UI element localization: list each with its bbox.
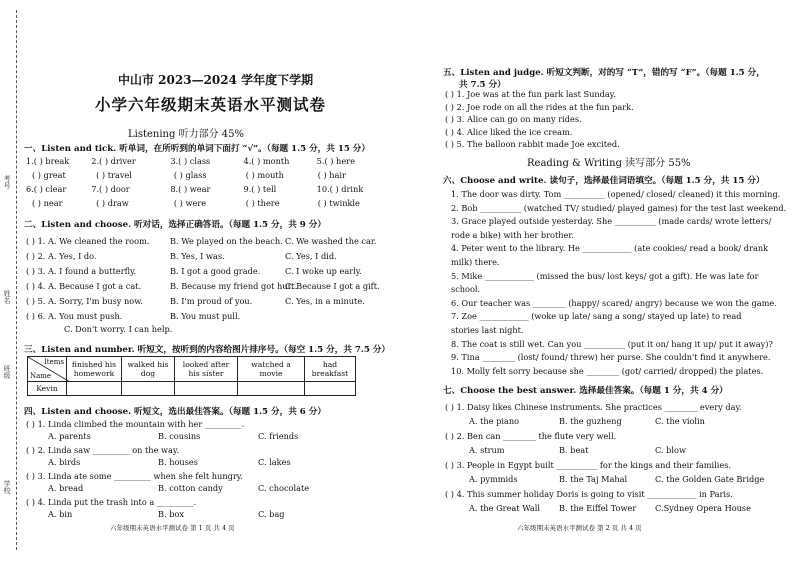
answer-cell[interactable] [67, 382, 122, 396]
option-c: C. chocolate [258, 483, 310, 493]
corner-cell [28, 357, 67, 382]
margin-label-class: 班级 [3, 365, 11, 379]
list-item: 8. The coat is still wet. Can you __________ (put it on/ hang it up/ put it away)? [451, 338, 773, 349]
question-text: ( ) 1. Linda climbed the mountain with her _________. [26, 419, 245, 429]
sec2-title: 二、Listen and choose. 听对话，选择正确答语。（每题 1.5 分，共 9 分） [24, 220, 326, 230]
options-row [26, 457, 309, 467]
column-header: walked his dog [122, 357, 175, 382]
list-item [26, 236, 380, 251]
corner-name-label: Name [30, 372, 52, 380]
option-b: B. the Eiffel Tower [559, 503, 637, 513]
option-a: A. birds [48, 457, 81, 467]
list-item: 7. Zoe ____________ (woke up late/ sang a song/ stayed up late) to read [451, 311, 742, 322]
sec5-title-cont: 共 7.5 分） [459, 80, 506, 90]
question-text: ( ) 5. A. Sorry, I'm busy now. [26, 296, 143, 306]
option-c: C. Because I got a gift. [285, 281, 380, 291]
reading-writing-title: Reading & Writing 读写部分 55% [527, 158, 691, 169]
sec6-list [451, 188, 786, 378]
option-b: B. I'm proud of you. [170, 296, 253, 306]
list-item: 5.( ) here [316, 156, 355, 166]
table-header-row [28, 357, 356, 382]
list-item: 5. Mike ____________ (missed the bus/ lost keys/ got a gift). He was late for [451, 270, 759, 281]
answer-cell[interactable] [175, 382, 238, 396]
sec1-row [26, 198, 376, 208]
option-c: C. We washed the car. [285, 236, 377, 246]
list-item: 4.( ) month [243, 156, 290, 166]
column-header: looked after his sister [175, 357, 238, 382]
option-a: A. parents [48, 431, 91, 441]
option-b: B. houses [158, 457, 198, 467]
list-item: ( ) twinkle [317, 198, 360, 208]
option-c: C. I woke up early. [285, 266, 362, 276]
list-item: 10. Molly felt sorry because she ________ (got/ carried/ dropped) the plates. [451, 365, 764, 376]
answer-cell[interactable] [238, 382, 305, 396]
list-item [445, 460, 764, 484]
list-item [26, 445, 309, 467]
list-item: rode a bike) with her brother. [451, 229, 575, 240]
option-a: A. bin [48, 509, 73, 519]
option-a: A. bread [48, 483, 84, 493]
option-b: B. We played on the beach. [170, 236, 283, 246]
option-c: C. blow [655, 445, 686, 455]
list-item: ( ) near [32, 198, 63, 208]
sec1-row [26, 184, 376, 194]
option-a: A. pymmids [469, 474, 518, 484]
options-row [445, 445, 764, 455]
list-item: 4. Peter went to the library. He ____________ (ate cookies/ read a book/ drank [451, 243, 769, 254]
option-b: B. cotton candy [158, 483, 223, 493]
list-item: 6.( ) clear [26, 184, 67, 194]
margin-label-school: 学校 [3, 480, 11, 494]
list-item: ( ) 3. Alice can go on many rides. [445, 114, 582, 124]
question-text: ( ) 2. Linda saw _________ on the way. [26, 445, 180, 455]
options-row [26, 431, 309, 441]
list-item: school. [451, 284, 481, 295]
list-item: 1.( ) break [26, 156, 70, 166]
list-item: milk) there. [451, 256, 500, 267]
option-a: A. strum [469, 445, 505, 455]
question-text: ( ) 1. A. We cleaned the room. [26, 236, 150, 246]
listening-section-title: Listening 听力部分 45% [128, 129, 244, 140]
answer-cell[interactable] [122, 382, 175, 396]
sec5-list [445, 89, 634, 152]
list-item [26, 471, 309, 493]
column-header: watched a movie [238, 357, 305, 382]
options-row [26, 483, 309, 493]
list-item [445, 431, 764, 455]
list-item: ( ) 4. Alice liked the ice cream. [445, 126, 573, 137]
list-item: 3. Grace played outside yesterday. She __________ (made cards/ wrote letters/ [451, 216, 772, 227]
question-text: ( ) 2. A. Yes, I do. [26, 251, 97, 261]
option-c: C. Don't worry. I can help. [64, 324, 173, 334]
list-item: 8.( ) wear [170, 184, 211, 194]
option-c: C. bag [258, 509, 285, 519]
option-c: C. lakes [258, 457, 291, 467]
header-title-line1: 中山市 2023—2024 学年度下学期 [118, 73, 314, 87]
list-item: ( ) there [245, 198, 280, 208]
option-b: B. I got a good grade. [170, 266, 261, 276]
option-c: C. friends [258, 431, 299, 441]
list-item: ( ) travel [96, 170, 132, 180]
option-c: C. the violin [655, 416, 705, 426]
sec4-list [26, 419, 309, 519]
option-a: A. the piano [469, 416, 520, 426]
question-text: ( ) 6. A. You must push. [26, 311, 123, 321]
list-item: 10.( ) drink [316, 184, 364, 194]
question-text: ( ) 3. A. I found a butterfly. [26, 266, 137, 276]
corner-items-label: Items [44, 358, 64, 366]
sec1-title: 一、Listen and tick. 听单词，在所听到的单词下面打 “√”。（每题 1.5 分，共 15 分） [24, 144, 370, 154]
list-item: ( ) draw [96, 198, 129, 208]
list-item [26, 296, 380, 311]
sec7-title: 七、Choose the best answer. 选择最佳答案。（每题 1 分，共 4 分） [443, 386, 728, 396]
options-row [445, 416, 764, 426]
list-item [26, 281, 380, 296]
answer-cell[interactable] [305, 382, 356, 396]
list-item: 9.( ) tell [243, 184, 277, 194]
list-item: ( ) 2. Joe rode on all the rides at the fun park. [445, 101, 634, 112]
right-page [397, 0, 794, 561]
binding-line [16, 10, 17, 550]
list-item: 9. Tina ________ (lost/ found/ threw) her purse. She couldn't find it anywhere. [451, 352, 771, 363]
sec1-grid [26, 156, 376, 208]
option-c: C.Sydney Opera House [655, 503, 751, 513]
sec7-list [445, 402, 764, 513]
options-row [445, 503, 764, 513]
question-text: ( ) 2. Ben can ________ the flute very well. [445, 431, 617, 441]
options-row [445, 474, 764, 484]
option-b: B. box [158, 509, 185, 519]
sec3-table [27, 356, 356, 396]
question-text: ( ) 4. Linda put the trash into a _________. [26, 497, 197, 507]
list-item: ( ) 1. Joe was at the fun park last Sunday. [445, 89, 616, 99]
list-item [26, 419, 309, 441]
sec5-title: 五、Listen and judge. 听短文判断，对的写 “T”，错的写 “F”。（每题 1.5 分， [443, 68, 765, 78]
option-b: B. You must pull. [170, 311, 241, 321]
list-item [26, 251, 380, 266]
sec1-row [26, 156, 376, 166]
list-item: stories last night. [451, 324, 524, 335]
list-item: ( ) glass [173, 170, 207, 180]
page-footer: 六年级期末英语水平测试卷 第 1 页 共 4 页 [110, 524, 235, 532]
column-header: finished his homework [67, 357, 122, 382]
question-text: ( ) 3. People in Egypt built __________ for the kings and their families. [445, 460, 731, 470]
list-item: 6. Our teacher was ________ (happy/ scared/ angry) because we won the game. [451, 297, 777, 308]
list-item: 1. The door was dirty. Tom __________ (opened/ closed/ cleaned) it this morning. [451, 189, 781, 199]
header-title-line2: 小学六年级期末英语水平测试卷 [95, 95, 327, 114]
page-footer: 六年级期末英语水平测试卷 第 2 页 共 4 页 [517, 524, 642, 532]
list-item: ( ) hair [317, 170, 346, 180]
option-b: B. cousins [158, 431, 201, 441]
list-item [26, 497, 309, 519]
list-item [26, 266, 380, 281]
list-item: 2.( ) driver [91, 156, 136, 166]
sec1-row [26, 170, 376, 180]
options-row [26, 509, 309, 519]
list-item: ( ) great [32, 170, 66, 180]
list-item: 7.( ) door [91, 184, 130, 194]
margin-label-exam-no: 考号 [3, 175, 11, 189]
column-header: had breakfast [305, 357, 356, 382]
option-b: B. Yes, I was. [170, 251, 225, 261]
list-item: ( ) were [173, 198, 207, 208]
option-c: C. the Golden Gate Bridge [655, 474, 765, 484]
list-item [445, 489, 764, 513]
list-item: ( ) 5. The balloon rabbit made Joe excited. [445, 139, 620, 149]
option-b: B. the guzheng [559, 416, 622, 426]
question-text: ( ) 4. A. Because I got a cat. [26, 281, 142, 291]
list-item [445, 402, 764, 426]
option-a: A. the Great Wall [469, 503, 541, 513]
option-c: C. Yes, I did. [285, 251, 337, 261]
question-text: ( ) 4. This summer holiday Doris is going to visit ____________ in Paris. [445, 489, 733, 499]
list-item: ( ) mouth [245, 170, 284, 180]
option-b: B. beat [559, 445, 589, 455]
sec6-title: 六、Choose and write. 读句子，选择最佳词语填空。（每题 1.5 分，共 15 分） [443, 176, 765, 186]
sec2-list [26, 236, 380, 334]
list-item: 2. Bob __________ (watched TV/ studied/ played games) for the test last weekend. [451, 202, 787, 213]
option-b: B. Because my friend got hurt. [170, 281, 298, 291]
list-item: 3.( ) class [170, 156, 211, 166]
table-row [28, 382, 356, 396]
option-c: C. Yes, in a minute. [285, 296, 365, 306]
question-text: ( ) 3. Linda ate some _________ when she felt hungry. [26, 471, 243, 481]
question-text: ( ) 1. Daisy likes Chinese instruments. She practices ________ every day. [445, 402, 742, 412]
sec4-title: 四、Listen and choose. 听短文，选出最佳答案。（每题 1.5 分，共 6 分） [24, 407, 326, 417]
option-b: B. the Taj Mahal [559, 474, 628, 484]
row-name-cell: Kevin [28, 382, 67, 396]
sec3-title: 三、Listen and number. 听短文，按听到的内容给图片排序号。（每空 1.5 分，共 7.5 分） [24, 345, 391, 355]
margin-label-name: 姓名 [3, 290, 11, 304]
list-item [26, 311, 380, 324]
